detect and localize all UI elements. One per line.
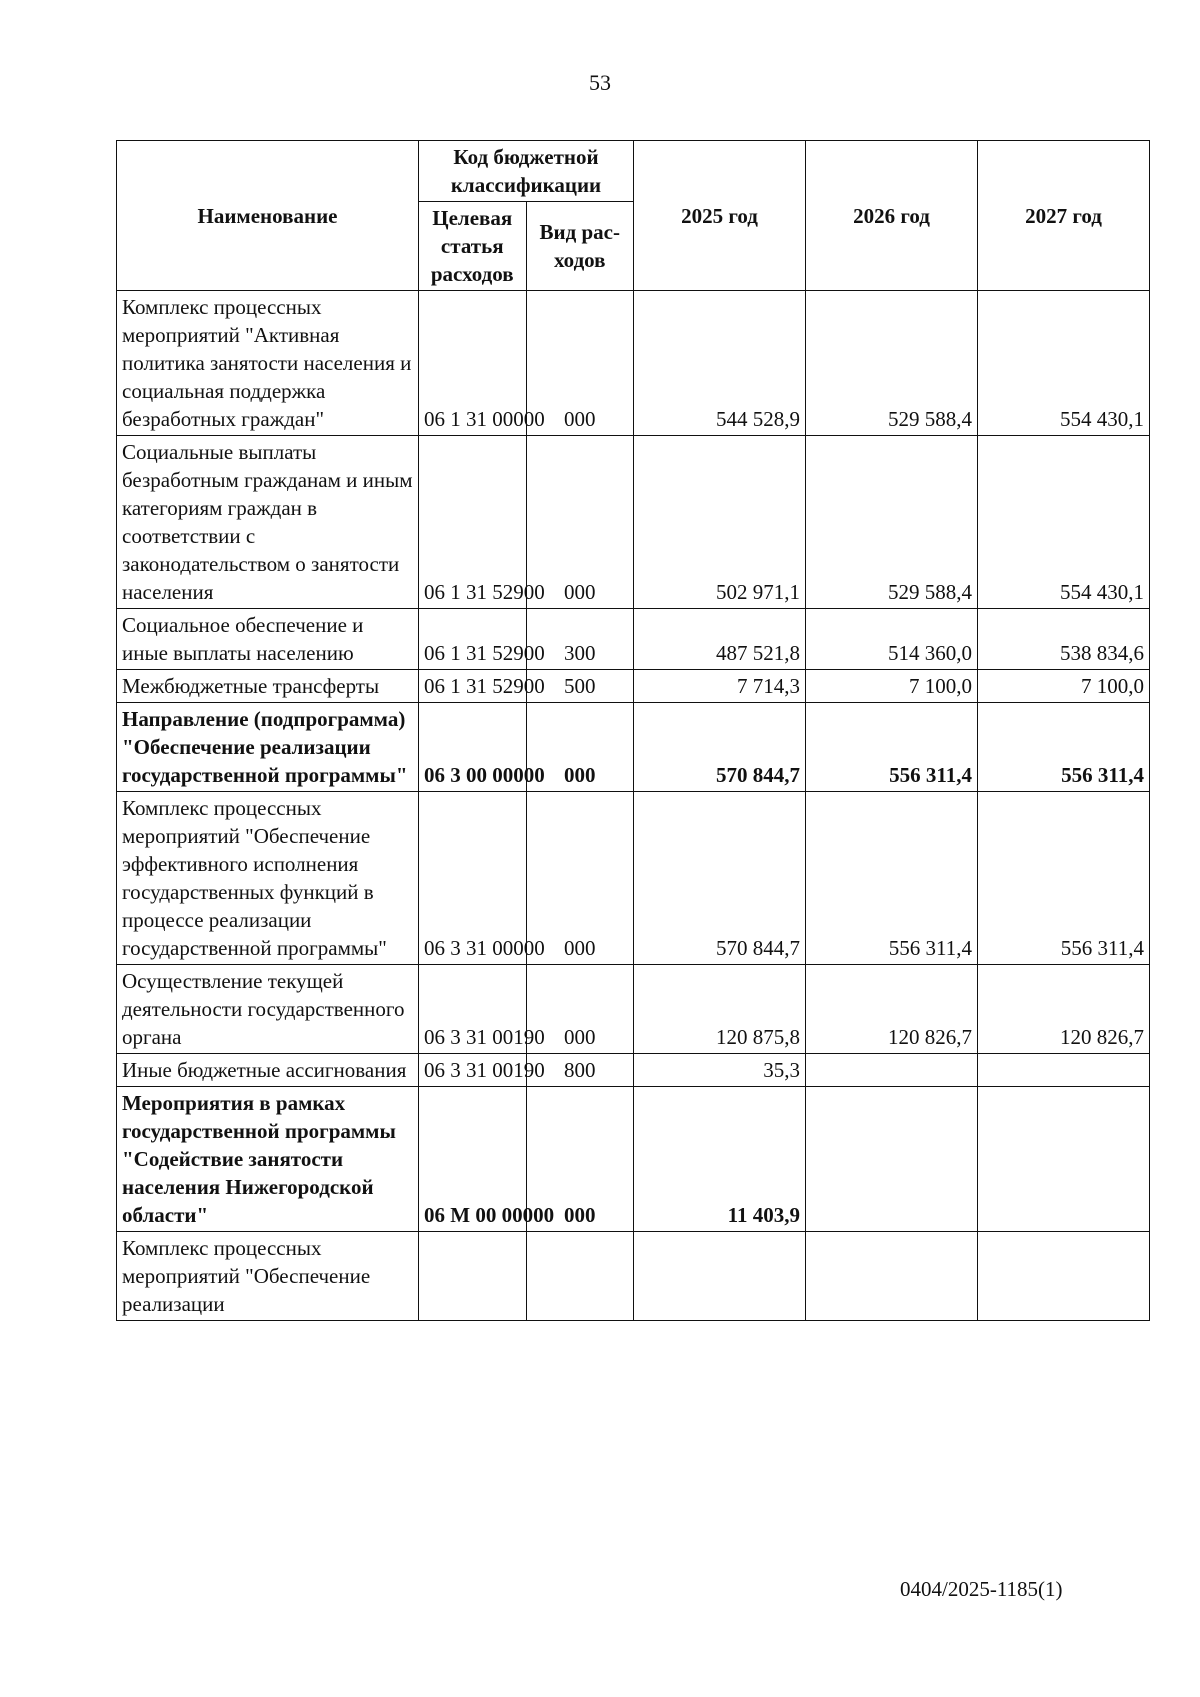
row-2027: 554 430,1 [978,291,1150,436]
row-code: 06 3 31 00000 [419,792,527,965]
row-name: Иные бюджетные ассигнования [117,1054,419,1087]
row-code: 06 1 31 52900 [419,670,527,703]
row-kind [526,1232,634,1321]
row-kind: 000 [526,436,634,609]
row-code: 06 М 00 00000 [419,1087,527,1232]
budget-table [116,140,1150,1321]
row-2026: 514 360,0 [806,609,978,670]
row-2026: 120 826,7 [806,965,978,1054]
row-2025: 7 714,3 [634,670,806,703]
row-name: Осуществление текущей деятельности государственного органа [117,965,419,1054]
row-2027 [978,1087,1150,1232]
header-2027: 2027 год [978,141,1150,291]
row-2027 [978,1232,1150,1321]
row-name: Комплекс процессных мероприятий "Активная политика занятости населения и социальная поддержка безработных граждан" [117,291,419,436]
table-row [117,436,1150,609]
table-body [117,291,1150,1321]
row-name: Социальное обеспечение и иные выплаты населению [117,609,419,670]
row-2025: 502 971,1 [634,436,806,609]
document-code: 0404/2025-1185(1) [900,1577,1063,1601]
row-2027: 556 311,4 [978,703,1150,792]
row-kind: 000 [526,965,634,1054]
table-row [117,609,1150,670]
row-name: Комплекс процессных мероприятий "Обеспечение реализации [117,1232,419,1321]
table-row [117,965,1150,1054]
row-2025 [634,1232,806,1321]
table-row [117,291,1150,436]
row-2027: 538 834,6 [978,609,1150,670]
table-header [117,141,1150,291]
row-2025: 120 875,8 [634,965,806,1054]
row-kind: 300 [526,609,634,670]
row-kind: 000 [526,792,634,965]
row-2026: 529 588,4 [806,291,978,436]
row-name: Мероприятия в рамках государственной программы "Содействие занятости населения Нижегородской области" [117,1087,419,1232]
row-kind: 000 [526,703,634,792]
row-code [419,1232,527,1321]
row-code: 06 3 31 00190 [419,1054,527,1087]
row-2026: 556 311,4 [806,703,978,792]
row-name: Направление (подпрограмма) "Обеспечение реализации государственной программы" [117,703,419,792]
row-code: 06 1 31 00000 [419,291,527,436]
row-2026 [806,1054,978,1087]
row-2027: 554 430,1 [978,436,1150,609]
table-row [117,670,1150,703]
row-kind: 000 [526,291,634,436]
row-2027: 556 311,4 [978,792,1150,965]
header-2025: 2025 год [634,141,806,291]
header-name: Наименование [117,141,419,291]
header-target-article: Целевая статья расходов [419,202,527,291]
row-2027: 120 826,7 [978,965,1150,1054]
table-row-program-measures [117,1087,1150,1232]
row-kind: 500 [526,670,634,703]
row-kind: 800 [526,1054,634,1087]
row-2027: 7 100,0 [978,670,1150,703]
row-2025: 544 528,9 [634,291,806,436]
row-2027 [978,1054,1150,1087]
header-budget-code: Код бюджетной классификации [419,141,634,202]
row-2025: 35,3 [634,1054,806,1087]
table-row-continued [117,1232,1150,1321]
page-number: 53 [589,70,611,95]
row-2026: 7 100,0 [806,670,978,703]
row-kind: 000 [526,1087,634,1232]
row-code: 06 3 00 00000 [419,703,527,792]
row-2025: 570 844,7 [634,792,806,965]
row-2025: 487 521,8 [634,609,806,670]
table-row [117,1054,1150,1087]
row-2026: 556 311,4 [806,792,978,965]
row-2026 [806,1087,978,1232]
row-name: Межбюджетные трансферты [117,670,419,703]
row-name: Комплекс процессных мероприятий "Обеспечение эффективного исполнения государственных функций в процессе реализации государственной программы" [117,792,419,965]
row-2025: 570 844,7 [634,703,806,792]
row-code: 06 3 31 00190 [419,965,527,1054]
header-2026: 2026 год [806,141,978,291]
row-code: 06 1 31 52900 [419,436,527,609]
table-row [117,792,1150,965]
row-2025: 11 403,9 [634,1087,806,1232]
row-code: 06 1 31 52900 [419,609,527,670]
table-row-subprogram [117,703,1150,792]
row-2026 [806,1232,978,1321]
row-name: Социальные выплаты безработным гражданам и иным категориям граждан в соответствии с законодательством о занятости населения [117,436,419,609]
row-2026: 529 588,4 [806,436,978,609]
header-expense-kind: Вид рас-ходов [526,202,634,291]
